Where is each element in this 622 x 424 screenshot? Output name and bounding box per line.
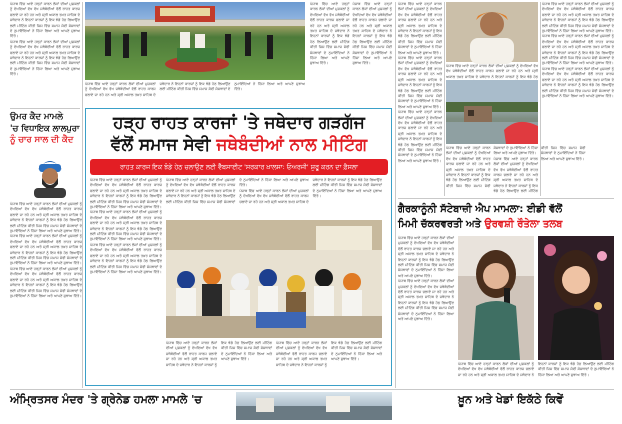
left-headline-line1: ਉਮਰ ਕੈਦ ਮਾਮਲੇ bbox=[10, 111, 63, 121]
body-text: ਪੰਜਾਬ ਵਿੱਚ ਆਏ ਹੜ੍ਹਾਂ ਕਾਰਨ ਲੋਕਾਂ ਦੀਆਂ ਮੁਸ਼ਕਲਾਂ ਨੂੰ ਦੇਖਦਿਆਂ ਵੱਖ ਵੱਖ ਜਥੇਬੰਦੀਆਂ ਵੱਲੋਂ ਰਾਹਤ ਕਾਰਜ ਚਲਾਏ ਜਾ ਰਹੇ ਹਨ ਅਤੇ ਸ੍ਰੀ ਅਕਾਲ ਤਖ਼ਤ ਸਾਹਿਬ ਦੇ ਜਥੇਦਾਰ ਨੇ ਇਹਨਾਂ ਕਾਰਜਾਂ ਨੂੰ ਇਕ ਝੰਡੇ ਹੇਠ ਲਿਆਉਣ ਲਈ ਮੀਟਿੰਗ ਕੀਤੀ ਜਿਸ ਵਿੱਚ ਸਮਾਜ ਸੇਵੀ ਸੰਸਥਾਵਾਂ ਦੇ ਨੁਮਾਇੰਦਿਆਂ ਨੇ ਹਿੱਸਾ ਲਿਆ ਅਤੇ ਆਪਣੇ ਸੁਝਾਅ ਦਿੱਤੇ। bbox=[352, 2, 392, 66]
actress-photo-left bbox=[458, 236, 534, 360]
right-upper-col2b-text bbox=[446, 146, 586, 196]
main-kicker-text: ਰਾਹਤ ਕਾਰਜ ਇਕ ਝੰਡੇ ਹੇਠ ਚਲਾਉਣ ਲਈ ਵੈੱਬਸਾਈਟ 'ਸਰਕਾਰ ਖ਼ਾਲਸਾ: ਓਅਰਜੀ' ਸ਼ੁਰੂ ਕਰਨ ਦਾ ਫ਼ੈਸਲਾ bbox=[119, 163, 358, 171]
parade-illustration bbox=[85, 2, 305, 80]
main-headline-line2 bbox=[90, 134, 388, 156]
actress-right-illustration bbox=[538, 236, 614, 360]
main-headline-line2-red: ਜਥੇਬੰਦੀਆਂ ਨਾਲ ਮੀਟਿੰਗ bbox=[216, 135, 368, 155]
body-text: ਪੰਜਾਬ ਵਿੱਚ ਆਏ ਹੜ੍ਹਾਂ ਕਾਰਨ ਲੋਕਾਂ ਦੀਆਂ ਮੁਸ਼ਕਲਾਂ ਨੂੰ ਦੇਖਦਿਆਂ ਵੱਖ ਵੱਖ ਜਥੇਬੰਦੀਆਂ ਵੱਲੋਂ ਰਾਹਤ ਕਾਰਜ ਚਲਾਏ ਜਾ ਰਹੇ ਹਨ ਅਤੇ ਸ੍ਰੀ ਅਕਾਲ ਤਖ਼ਤ ਸਾਹਿਬ ਦੇ ਜਥੇਦਾਰ ਨੇ ਇਹਨਾਂ ਕਾਰਜਾਂ ਨੂੰ ਇਕ ਝੰਡੇ ਹੇਠ ਲਿਆਉਣ ਲਈ ਮੀਟਿੰਗ ਕੀਤੀ ਜਿਸ ਵਿੱਚ ਸਮਾਜ ਸੇਵੀ ਸੰਸਥਾਵਾਂ ਦੇ ਨੁਮਾਇੰਦਿਆਂ ਨੇ ਹਿੱਸਾ ਲਿਆ ਅਤੇ ਆਪਣੇ ਸੁਝਾਅ ਦਿੱਤੇ। bbox=[10, 2, 80, 39]
top-mid-column-text bbox=[85, 82, 305, 106]
portrait-illustration bbox=[446, 2, 538, 62]
column-rule bbox=[395, 2, 396, 388]
left-divider bbox=[10, 108, 80, 109]
body-text: ਪੰਜਾਬ ਵਿੱਚ ਆਏ ਹੜ੍ਹਾਂ ਕਾਰਨ ਲੋਕਾਂ ਦੀਆਂ ਮੁਸ਼ਕਲਾਂ ਨੂੰ ਦੇਖਦਿਆਂ ਵੱਖ ਵੱਖ ਜਥੇਬੰਦੀਆਂ ਵੱਲੋਂ ਰਾਹਤ ਕਾਰਜ ਚਲਾਏ ਜਾ ਰਹੇ ਹਨ ਅਤੇ ਸ੍ਰੀ ਅਕਾਲ ਤਖ਼ਤ ਸਾਹਿਬ ਦੇ ਜਥੇਦਾਰ ਨੇ ਇਹਨਾਂ ਕਾਰਜਾਂ ਨੂੰ ਇਕ ਝੰਡੇ ਹੇਠ ਲਿਆਉਣ ਲਈ ਮੀਟਿੰਗ ਕੀਤੀ ਜਿਸ ਵਿੱਚ ਸਮਾਜ ਸੇਵੀ ਸੰਸਥਾਵਾਂ ਦੇ ਨੁਮਾਇੰਦਿਆਂ ਨੇ ਹਿੱਸਾ ਲਿਆ ਅਤੇ ਆਪਣੇ ਸੁਝਾਅ ਦਿੱਤੇ। bbox=[398, 279, 454, 322]
right-upper-col3-text bbox=[542, 2, 614, 196]
body-text: ਪੰਜਾਬ ਵਿੱਚ ਆਏ ਹੜ੍ਹਾਂ ਕਾਰਨ ਲੋਕਾਂ ਦੀਆਂ ਮੁਸ਼ਕਲਾਂ ਨੂੰ ਦੇਖਦਿਆਂ ਵੱਖ ਵੱਖ ਜਥੇਬੰਦੀਆਂ ਵੱਲੋਂ ਰਾਹਤ ਕਾਰਜ ਚਲਾਏ ਜਾ ਰਹੇ ਹਨ ਅਤੇ ਸ੍ਰੀ ਅਕਾਲ ਤਖ਼ਤ ਸਾਹਿਬ ਦੇ ਜਥੇਦਾਰ ਨੇ ਇਹਨਾਂ ਕਾਰਜਾਂ ਨੂੰ ਇਕ ਝੰਡੇ ਹੇਠ ਲਿਆਉਣ ਲਈ ਮੀਟਿੰਗ ਕੀਤੀ ਜਿਸ ਵਿੱਚ ਸਮਾਜ ਸੇਵੀ ਸੰਸਥਾਵਾਂ ਦੇ ਨੁਮਾਇੰਦਿਆਂ ਨੇ ਹਿੱਸਾ ਲਿਆ ਅਤੇ ਆਪਣੇ ਸੁਝਾਅ ਦਿੱਤੇ। bbox=[276, 341, 382, 367]
body-text: ਪੰਜਾਬ ਵਿੱਚ ਆਏ ਹੜ੍ਹਾਂ ਕਾਰਨ ਲੋਕਾਂ ਦੀਆਂ ਮੁਸ਼ਕਲਾਂ ਨੂੰ ਦੇਖਦਿਆਂ ਵੱਖ ਵੱਖ ਜਥੇਬੰਦੀਆਂ ਵੱਲੋਂ ਰਾਹਤ ਕਾਰਜ ਚਲਾਏ ਜਾ ਰਹੇ ਹਨ ਅਤੇ ਸ੍ਰੀ ਅਕਾਲ ਤਖ਼ਤ ਸਾਹਿਬ ਦੇ ਜਥੇਦਾਰ ਨੇ ਇਹਨਾਂ ਕਾਰਜਾਂ ਨੂੰ ਇਕ ਝੰਡੇ ਹੇਠ ਲਿਆਉਣ ਲਈ ਮੀਟਿੰਗ ਕੀਤੀ ਜਿਸ ਵਿੱਚ ਸਮਾਜ ਸੇਵੀ ਸੰਸਥਾਵਾਂ ਦੇ ਨੁਮਾਇੰਦਿਆਂ ਨੇ ਹਿੱਸਾ ਲਿਆ ਅਤੇ ਆਪਣੇ ਸੁਝਾਅ ਦਿੱਤੇ। bbox=[493, 146, 586, 194]
right-story-col1-text bbox=[398, 236, 454, 386]
right-headline bbox=[398, 202, 614, 232]
main-left-column-text bbox=[90, 178, 162, 384]
left-headline bbox=[10, 111, 82, 146]
actress-photo-right bbox=[538, 236, 614, 360]
main-headline-line2-black: ਵੱਲੋਂ ਸਮਾਜ ਸੇਵੀ bbox=[110, 135, 217, 155]
body-text: ਪੰਜਾਬ ਵਿੱਚ ਆਏ ਹੜ੍ਹਾਂ ਕਾਰਨ ਲੋਕਾਂ ਦੀਆਂ ਮੁਸ਼ਕਲਾਂ ਨੂੰ ਦੇਖਦਿਆਂ ਵੱਖ ਵੱਖ ਜਥੇਬੰਦੀਆਂ ਵੱਲੋਂ ਰਾਹਤ ਕਾਰਜ ਚਲਾਏ ਜਾ ਰਹੇ ਹਨ ਅਤੇ ਸ੍ਰੀ ਅਕਾਲ ਤਖ਼ਤ ਸਾਹਿਬ ਦੇ ਜਥੇਦਾਰ ਨੇ ਇਹਨਾਂ ਕਾਰਜਾਂ ਨੂੰ ਇਕ ਝੰਡੇ ਹੇਠ ਲਿਆਉਣ ਲਈ ਮੀਟਿੰਗ ਕੀਤੀ ਜਿਸ ਵਿੱਚ ਸਮਾਜ ਸੇਵੀ ਸੰਸਥਾਵਾਂ ਦੇ ਨੁਮਾਇੰਦਿਆਂ ਨੇ ਹਿੱਸਾ ਲਿਆ ਅਤੇ ਆਪਣੇ ਸੁਝਾਅ ਦਿੱਤੇ। bbox=[542, 34, 614, 66]
politician-portrait-photo bbox=[446, 2, 538, 62]
right-headline-line2-red: ਉਰਵਸ਼ੀ ਰੌਤੇਲਾ ਤਲਬ bbox=[484, 219, 563, 230]
body-text: ਪੰਜਾਬ ਵਿੱਚ ਆਏ ਹੜ੍ਹਾਂ ਕਾਰਨ ਲੋਕਾਂ ਦੀਆਂ ਮੁਸ਼ਕਲਾਂ ਨੂੰ ਦੇਖਦਿਆਂ ਵੱਖ ਵੱਖ ਜਥੇਬੰਦੀਆਂ ਵੱਲੋਂ ਰਾਹਤ ਕਾਰਜ ਚਲਾਏ ਜਾ ਰਹੇ ਹਨ ਅਤੇ ਸ੍ਰੀ ਅਕਾਲ ਤਖ਼ਤ ਸਾਹਿਬ ਦੇ ਜਥੇਦਾਰ ਨੇ ਇਹਨਾਂ ਕਾਰਜਾਂ ਨੂੰ ਇਕ ਝੰਡੇ ਹੇਠ ਲਿਆਉਣ ਲਈ ਮੀਟਿੰਗ ਕੀਤੀ ਜਿਸ ਵਿੱਚ ਸਮਾਜ ਸੇਵੀ ਸੰਸਥਾਵਾਂ ਦੇ ਨੁਮਾਇੰਦਿਆਂ ਨੇ ਹਿੱਸਾ ਲਿਆ ਅਤੇ ਆਪਣੇ ਸੁਝਾਅ ਦਿੱਤੇ। bbox=[90, 242, 162, 274]
column-rule bbox=[444, 2, 445, 196]
left-headline-line3: ਨੂੰ ਚਾਰ ਸਾਲ ਦੀ ਕੈਦ bbox=[10, 134, 74, 144]
body-text: ਪੰਜਾਬ ਵਿੱਚ ਆਏ ਹੜ੍ਹਾਂ ਕਾਰਨ ਲੋਕਾਂ ਦੀਆਂ ਮੁਸ਼ਕਲਾਂ ਨੂੰ ਦੇਖਦਿਆਂ ਵੱਖ ਵੱਖ ਜਥੇਬੰਦੀਆਂ ਵੱਲੋਂ ਰਾਹਤ ਕਾਰਜ ਚਲਾਏ ਜਾ ਰਹੇ ਹਨ ਅਤੇ ਸ੍ਰੀ ਅਕਾਲ ਤਖ਼ਤ ਸਾਹਿਬ ਦੇ ਜਥੇਦਾਰ ਨੇ ਇਹਨਾਂ ਕਾਰਜਾਂ ਨੂੰ ਇਕ ਝੰਡੇ ਹੇਠ ਲਿਆਉਣ ਲਈ ਮੀਟਿੰਗ ਕੀਤੀ ਜਿਸ ਵਿੱਚ ਸਮਾਜ ਸੇਵੀ ਸੰਸਥਾਵਾਂ ਦੇ ਨੁਮਾਇੰਦਿਆਂ ਨੇ ਹਿੱਸਾ ਲਿਆ ਅਤੇ ਆਪਣੇ ਸੁਝਾਅ ਦਿੱਤੇ। bbox=[398, 2, 442, 55]
flood-photo bbox=[446, 80, 538, 144]
left-portrait-illustration bbox=[28, 150, 72, 198]
meeting-photo bbox=[166, 220, 382, 338]
top-center-column-text bbox=[310, 2, 392, 106]
body-text: ਪੰਜਾਬ ਵਿੱਚ ਆਏ ਹੜ੍ਹਾਂ ਕਾਰਨ ਲੋਕਾਂ ਦੀਆਂ ਮੁਸ਼ਕਲਾਂ ਨੂੰ ਦੇਖਦਿਆਂ ਵੱਖ ਵੱਖ ਜਥੇਬੰਦੀਆਂ ਵੱਲੋਂ ਰਾਹਤ ਕਾਰਜ ਚਲਾਏ ਜਾ ਰਹੇ ਹਨ ਅਤੇ ਸ੍ਰੀ ਅਕਾਲ ਤਖ਼ਤ ਸਾਹਿਬ ਦੇ ਜਥੇਦਾਰ ਨੇ ਇਹਨਾਂ ਕਾਰਜਾਂ ਨੂੰ ਇਕ ਝੰਡੇ ਹੇਠ ਲਿਆਉਣ ਲਈ ਮੀਟਿੰਗ ਕੀਤੀ ਜਿਸ ਵਿੱਚ ਸਮਾਜ ਸੇਵੀ ਸੰਸਥਾਵਾਂ ਦੇ ਨੁਮਾਇੰਦਿਆਂ ਨੇ ਹਿੱਸਾ ਲਿਆ ਅਤੇ ਆਪਣੇ ਸੁਝਾਅ ਦਿੱਤੇ। bbox=[85, 82, 305, 97]
bottom-left-headline: ਅੰਮ੍ਰਿਤਸਰ ਮੰਦਰ 'ਤੇ ਗ੍ਰੇਨੇਡ ਹਮਲਾ ਮਾਮਲੇ 'ਚ bbox=[10, 393, 202, 406]
body-text: ਪੰਜਾਬ ਵਿੱਚ ਆਏ ਹੜ੍ਹਾਂ ਕਾਰਨ ਲੋਕਾਂ ਦੀਆਂ ਮੁਸ਼ਕਲਾਂ ਨੂੰ ਦੇਖਦਿਆਂ ਵੱਖ ਵੱਖ ਜਥੇਬੰਦੀਆਂ ਵੱਲੋਂ ਰਾਹਤ ਕਾਰਜ ਚਲਾਏ ਜਾ ਰਹੇ ਹਨ ਅਤੇ ਸ੍ਰੀ ਅਕਾਲ ਤਖ਼ਤ ਸਾਹਿਬ ਦੇ ਜਥੇਦਾਰ ਨੇ ਇਹਨਾਂ ਕਾਰਜਾਂ ਨੂੰ ਇਕ ਝੰਡੇ ਹੇਠ ਲਿਆਉਣ ਲਈ ਮੀਟਿੰਗ ਕੀਤੀ ਜਿਸ ਵਿੱਚ ਸਮਾਜ ਸੇਵੀ ਸੰਸਥਾਵਾਂ ਦੇ ਨੁਮਾਇੰਦਿਆਂ ਨੇ ਹਿੱਸਾ ਲਿਆ ਅਤੇ ਆਪਣੇ ਸੁਝਾਅ ਦਿੱਤੇ। bbox=[10, 39, 80, 77]
bottom-divider bbox=[10, 389, 614, 390]
bottom-photo-illustration bbox=[236, 392, 392, 420]
body-text: ਪੰਜਾਬ ਵਿੱਚ ਆਏ ਹੜ੍ਹਾਂ ਕਾਰਨ ਲੋਕਾਂ ਦੀਆਂ ਮੁਸ਼ਕਲਾਂ ਨੂੰ ਦੇਖਦਿਆਂ ਵੱਖ ਵੱਖ ਜਥੇਬੰਦੀਆਂ ਵੱਲੋਂ ਰਾਹਤ ਕਾਰਜ ਚਲਾਏ ਜਾ ਰਹੇ ਹਨ ਅਤੇ ਸ੍ਰੀ ਅਕਾਲ ਤਖ਼ਤ ਸਾਹਿਬ ਦੇ ਜਥੇਦਾਰ ਨੇ ਇਹਨਾਂ ਕਾਰਜਾਂ ਨੂੰ ਇਕ ਝੰਡੇ ਹੇਠ ਲਿਆਉਣ ਲਈ ਮੀਟਿੰਗ ਕੀਤੀ ਜਿਸ ਵਿੱਚ ਸਮਾਜ ਸੇਵੀ ਸੰਸਥਾਵਾਂ ਦੇ ਨੁਮਾਇੰਦਿਆਂ ਨੇ ਹਿੱਸਾ ਲਿਆ ਅਤੇ ਆਪਣੇ ਸੁਝਾਅ ਦਿੱਤੇ। bbox=[166, 341, 272, 367]
body-text: ਪੰਜਾਬ ਵਿੱਚ ਆਏ ਹੜ੍ਹਾਂ ਕਾਰਨ ਲੋਕਾਂ ਦੀਆਂ ਮੁਸ਼ਕਲਾਂ ਨੂੰ ਦੇਖਦਿਆਂ ਵੱਖ ਵੱਖ ਜਥੇਬੰਦੀਆਂ ਵੱਲੋਂ ਰਾਹਤ ਕਾਰਜ ਚਲਾਏ ਜਾ ਰਹੇ ਹਨ ਅਤੇ ਸ੍ਰੀ ਅਕਾਲ ਤਖ਼ਤ ਸਾਹਿਬ ਦੇ ਜਥੇਦਾਰ ਨੇ ਇਹਨਾਂ ਕਾਰਜਾਂ ਨੂੰ ਇਕ ਝੰਡੇ ਹੇਠ ਲਿਆਉਣ ਲਈ ਮੀਟਿੰਗ ਕੀਤੀ ਜਿਸ ਵਿੱਚ ਸਮਾਜ ਸੇਵੀ ਸੰਸਥਾਵਾਂ ਦੇ ਨੁਮਾਇੰਦਿਆਂ ਨੇ ਹਿੱਸਾ ਲਿਆ ਅਤੇ ਆਪਣੇ ਸੁਝਾਅ ਦਿੱਤੇ। bbox=[542, 2, 614, 34]
body-text: ਪੰਜਾਬ ਵਿੱਚ ਆਏ ਹੜ੍ਹਾਂ ਕਾਰਨ ਲੋਕਾਂ ਦੀਆਂ ਮੁਸ਼ਕਲਾਂ ਨੂੰ ਦੇਖਦਿਆਂ ਵੱਖ ਵੱਖ ਜਥੇਬੰਦੀਆਂ ਵੱਲੋਂ ਰਾਹਤ ਕਾਰਜ ਚਲਾਏ ਜਾ ਰਹੇ ਹਨ ਅਤੇ ਸ੍ਰੀ ਅਕਾਲ ਤਖ਼ਤ ਸਾਹਿਬ ਦੇ ਜਥੇਦਾਰ ਨੇ ਇਹਨਾਂ ਕਾਰਜਾਂ ਨੂੰ ਇਕ ਝੰਡੇ ਹੇਠ ਲਿਆਉਣ ਲਈ ਮੀਟਿੰਗ ਕੀਤੀ ਜਿਸ ਵਿੱਚ ਸਮਾਜ ਸੇਵੀ ਸੰਸਥਾਵਾਂ ਦੇ ਨੁਮਾਇੰਦਿਆਂ ਨੇ ਹਿੱਸਾ ਲਿਆ ਅਤੇ ਆਪਣੇ ਸੁਝਾਅ ਦਿੱਤੇ। bbox=[10, 202, 82, 234]
flood-illustration bbox=[446, 80, 538, 144]
column-rule bbox=[82, 2, 83, 388]
right-story-caption-text bbox=[458, 362, 614, 386]
right-story-divider bbox=[398, 198, 614, 199]
right-upper-col2-text bbox=[446, 64, 538, 80]
body-text: ਪੰਜਾਬ ਵਿੱਚ ਆਏ ਹੜ੍ਹਾਂ ਕਾਰਨ ਲੋਕਾਂ ਦੀਆਂ ਮੁਸ਼ਕਲਾਂ ਨੂੰ ਦੇਖਦਿਆਂ ਵੱਖ ਵੱਖ ਜਥੇਬੰਦੀਆਂ ਵੱਲੋਂ ਰਾਹਤ ਕਾਰਜ ਚਲਾਏ ਜਾ ਰਹੇ ਹਨ ਅਤੇ ਸ੍ਰੀ ਅਕਾਲ ਤਖ਼ਤ ਸਾਹਿਬ ਦੇ ਜਥੇਦਾਰ ਨੇ ਇਹਨਾਂ ਕਾਰਜਾਂ ਨੂੰ ਇਕ ਝੰਡੇ ਹੇਠ ਲਿਆਉਣ ਲਈ ਮੀਟਿੰਗ ਕੀਤੀ ਜਿਸ ਵਿੱਚ ਸਮਾਜ ਸੇਵੀ ਸੰਸਥਾਵਾਂ ਦੇ ਨੁਮਾਇੰਦਿਆਂ ਨੇ ਹਿੱਸਾ ਲਿਆ ਅਤੇ ਆਪਣੇ ਸੁਝਾਅ ਦਿੱਤੇ। bbox=[446, 146, 538, 188]
body-text: ਪੰਜਾਬ ਵਿੱਚ ਆਏ ਹੜ੍ਹਾਂ ਕਾਰਨ ਲੋਕਾਂ ਦੀਆਂ ਮੁਸ਼ਕਲਾਂ ਨੂੰ ਦੇਖਦਿਆਂ ਵੱਖ ਵੱਖ ਜਥੇਬੰਦੀਆਂ ਵੱਲੋਂ ਰਾਹਤ ਕਾਰਜ ਚਲਾਏ ਜਾ ਰਹੇ ਹਨ ਅਤੇ ਸ੍ਰੀ ਅਕਾਲ ਤਖ਼ਤ ਸਾਹਿਬ ਦੇ ਜਥੇਦਾਰ ਨੇ ਇਹਨਾਂ ਕਾਰਜਾਂ ਨੂੰ ਇਕ ਝੰਡੇ ਹੇਠ ਲਿਆਉਣ ਲਈ ਮੀਟਿੰਗ ਕੀਤੀ ਜਿਸ ਵਿੱਚ ਸਮਾਜ ਸੇਵੀ ਸੰਸਥਾਵਾਂ ਦੇ ਨੁਮਾਇੰਦਿਆਂ ਨੇ ਹਿੱਸਾ ਲਿਆ ਅਤੇ ਆਪਣੇ ਸੁਝਾਅ ਦਿੱਤੇ। bbox=[90, 178, 162, 210]
right-upper-col1-text bbox=[398, 2, 442, 196]
right-headline-line1: ਗੈਰਕਾਨੂੰਨੀ ਸੱਟੇਬਾਜ਼ੀ ਐਪ ਮਾਮਲਾ: ਈਡੀ ਵੱਲੋਂ bbox=[398, 204, 563, 215]
main-mid-column-text bbox=[166, 178, 382, 218]
bottom-right-headline: ਖ਼ੂਨ ਅਤੇ ਖੇਡਾਂ ਇਕੱਠੇ ਕਿਵੇਂ bbox=[458, 393, 564, 406]
main-headline-line1: ਹੜ੍ਹ ਰਾਹਤ ਕਾਰਜਾਂ 'ਤੇ ਜਥੇਦਾਰ ਗੜਗੱਜ bbox=[113, 113, 365, 133]
main-kicker-banner bbox=[90, 159, 388, 175]
column-rule bbox=[540, 2, 541, 196]
left-column-text bbox=[10, 202, 82, 388]
body-text: ਪੰਜਾਬ ਵਿੱਚ ਆਏ ਹੜ੍ਹਾਂ ਕਾਰਨ ਲੋਕਾਂ ਦੀਆਂ ਮੁਸ਼ਕਲਾਂ ਨੂੰ ਦੇਖਦਿਆਂ ਵੱਖ ਵੱਖ ਜਥੇਬੰਦੀਆਂ ਵੱਲੋਂ ਰਾਹਤ ਕਾਰਜ ਚਲਾਏ ਜਾ ਰਹੇ ਹਨ ਅਤੇ ਸ੍ਰੀ ਅਕਾਲ ਤਖ਼ਤ ਸਾਹਿਬ ਦੇ ਜਥੇਦਾਰ ਨੇ ਇਹਨਾਂ ਕਾਰਜਾਂ ਨੂੰ ਇਕ ਝੰਡੇ ਹੇਠ ਲਿਆਉਣ ਲਈ ਮੀਟਿੰਗ ਕੀਤੀ ਜਿਸ ਵਿੱਚ ਸਮਾਜ ਸੇਵੀ ਸੰਸਥਾਵਾਂ ਦੇ ਨੁਮਾਇੰਦਿਆਂ ਨੇ ਹਿੱਸਾ ਲਿਆ ਅਤੇ ਆਪਣੇ ਸੁਝਾਅ ਦਿੱਤੇ। bbox=[239, 178, 382, 204]
body-text: ਪੰਜਾਬ ਵਿੱਚ ਆਏ ਹੜ੍ਹਾਂ ਕਾਰਨ ਲੋਕਾਂ ਦੀਆਂ ਮੁਸ਼ਕਲਾਂ ਨੂੰ ਦੇਖਦਿਆਂ ਵੱਖ ਵੱਖ ਜਥੇਬੰਦੀਆਂ ਵੱਲੋਂ ਰਾਹਤ ਕਾਰਜ ਚਲਾਏ ਜਾ ਰਹੇ ਹਨ ਅਤੇ ਸ੍ਰੀ ਅਕਾਲ ਤਖ਼ਤ ਸਾਹਿਬ ਦੇ ਜਥੇਦਾਰ ਨੇ ਇਹਨਾਂ ਕਾਰਜਾਂ ਨੂੰ ਇਕ ਝੰਡੇ ਹੇਠ ਲਿਆਉਣ ਲਈ ਮੀਟਿੰਗ ਕੀਤੀ ਜਿਸ ਵਿੱਚ ਸਮਾਜ ਸੇਵੀ ਸੰਸਥਾਵਾਂ ਦੇ ਨੁਮਾਇੰਦਿਆਂ ਨੇ ਹਿੱਸਾ ਲਿਆ ਅਤੇ ਆਪਣੇ ਸੁਝਾਅ ਦਿੱਤੇ। bbox=[166, 178, 309, 204]
main-bottom-column-text bbox=[166, 341, 382, 384]
actress-left-illustration bbox=[458, 236, 534, 360]
left-headline-line2: 'ਚ ਵਿਧਾਇਕ ਲਾਲਪੁਰਾ bbox=[10, 122, 80, 133]
top-left-column-text bbox=[10, 2, 80, 106]
body-text: ਪੰਜਾਬ ਵਿੱਚ ਆਏ ਹੜ੍ਹਾਂ ਕਾਰਨ ਲੋਕਾਂ ਦੀਆਂ ਮੁਸ਼ਕਲਾਂ ਨੂੰ ਦੇਖਦਿਆਂ ਵੱਖ ਵੱਖ ਜਥੇਬੰਦੀਆਂ ਵੱਲੋਂ ਰਾਹਤ ਕਾਰਜ ਚਲਾਏ ਜਾ ਰਹੇ ਹਨ ਅਤੇ ਸ੍ਰੀ ਅਕਾਲ ਤਖ਼ਤ ਸਾਹਿਬ ਦੇ ਜਥੇਦਾਰ ਨੇ ਇਹਨਾਂ ਕਾਰਜਾਂ ਨੂੰ ਇਕ ਝੰਡੇ ਹੇਠ ਲਿਆਉਣ ਲਈ ਮੀਟਿੰਗ ਕੀਤੀ ਜਿਸ ਵਿੱਚ ਸਮਾਜ ਸੇਵੀ ਸੰਸਥਾਵਾਂ ਦੇ ਨੁਮਾਇੰਦਿਆਂ ਨੇ ਹਿੱਸਾ ਲਿਆ ਅਤੇ ਆਪਣੇ ਸੁਝਾਅ ਦਿੱਤੇ। bbox=[458, 362, 614, 377]
main-headline bbox=[90, 112, 388, 156]
body-text: ਪੰਜਾਬ ਵਿੱਚ ਆਏ ਹੜ੍ਹਾਂ ਕਾਰਨ ਲੋਕਾਂ ਦੀਆਂ ਮੁਸ਼ਕਲਾਂ ਨੂੰ ਦੇਖਦਿਆਂ ਵੱਖ ਵੱਖ ਜਥੇਬੰਦੀਆਂ ਵੱਲੋਂ ਰਾਹਤ ਕਾਰਜ ਚਲਾਏ ਜਾ ਰਹੇ ਹਨ ਅਤੇ ਸ੍ਰੀ ਅਕਾਲ ਤਖ਼ਤ ਸਾਹਿਬ ਦੇ ਜਥੇਦਾਰ ਨੇ ਇਹਨਾਂ ਕਾਰਜਾਂ ਨੂੰ ਇਕ ਝੰਡੇ ਹੇਠ ਲਿਆਉਣ ਲਈ ਮੀਟਿੰਗ ਕੀਤੀ ਜਿਸ ਵਿੱਚ ਸਮਾਜ ਸੇਵੀ ਸੰਸਥਾਵਾਂ ਦੇ ਨੁਮਾਇੰਦਿਆਂ ਨੇ ਹਿੱਸਾ ਲਿਆ ਅਤੇ ਆਪਣੇ ਸੁਝਾਅ ਦਿੱਤੇ। bbox=[10, 234, 82, 266]
meeting-illustration bbox=[166, 220, 382, 338]
left-portrait-photo bbox=[28, 150, 72, 198]
body-text: ਪੰਜਾਬ ਵਿੱਚ ਆਏ ਹੜ੍ਹਾਂ ਕਾਰਨ ਲੋਕਾਂ ਦੀਆਂ ਮੁਸ਼ਕਲਾਂ ਨੂੰ ਦੇਖਦਿਆਂ ਵੱਖ ਵੱਖ ਜਥੇਬੰਦੀਆਂ ਵੱਲੋਂ ਰਾਹਤ ਕਾਰਜ ਚਲਾਏ ਜਾ ਰਹੇ ਹਨ ਅਤੇ ਸ੍ਰੀ ਅਕਾਲ ਤਖ਼ਤ ਸਾਹਿਬ ਦੇ ਜਥੇਦਾਰ ਨੇ ਇਹਨਾਂ ਕਾਰਜਾਂ ਨੂੰ ਇਕ ਝੰਡੇ ਹੇਠ bbox=[446, 64, 538, 79]
body-text: ਪੰਜਾਬ ਵਿੱਚ ਆਏ ਹੜ੍ਹਾਂ ਕਾਰਨ ਲੋਕਾਂ ਦੀਆਂ ਮੁਸ਼ਕਲਾਂ ਨੂੰ ਦੇਖਦਿਆਂ ਵੱਖ ਵੱਖ ਜਥੇਬੰਦੀਆਂ ਵੱਲੋਂ ਰਾਹਤ ਕਾਰਜ ਚਲਾਏ ਜਾ ਰਹੇ ਹਨ ਅਤੇ ਸ੍ਰੀ ਅਕਾਲ ਤਖ਼ਤ ਸਾਹਿਬ ਦੇ ਜਥੇਦਾਰ ਨੇ ਇਹਨਾਂ ਕਾਰਜਾਂ ਨੂੰ ਇਕ ਝੰਡੇ ਹੇਠ ਲਿਆਉਣ ਲਈ ਮੀਟਿੰਗ ਕੀਤੀ ਜਿਸ ਵਿੱਚ ਸਮਾਜ ਸੇਵੀ ਸੰਸਥਾਵਾਂ ਦੇ ਨੁਮਾਇੰਦਿਆਂ ਨੇ ਹਿੱਸਾ ਲਿਆ ਅਤੇ ਆਪਣੇ ਸੁਝਾਅ ਦਿੱਤੇ। bbox=[398, 236, 454, 278]
body-text: ਪੰਜਾਬ ਵਿੱਚ ਆਏ ਹੜ੍ਹਾਂ ਕਾਰਨ ਲੋਕਾਂ ਦੀਆਂ ਮੁਸ਼ਕਲਾਂ ਨੂੰ ਦੇਖਦਿਆਂ ਵੱਖ ਵੱਖ ਜਥੇਬੰਦੀਆਂ ਵੱਲੋਂ ਰਾਹਤ ਕਾਰਜ ਚਲਾਏ ਜਾ ਰਹੇ ਹਨ ਅਤੇ ਸ੍ਰੀ ਅਕਾਲ ਤਖ਼ਤ ਸਾਹਿਬ ਦੇ ਜਥੇਦਾਰ ਨੇ ਇਹਨਾਂ ਕਾਰਜਾਂ ਨੂੰ ਇਕ ਝੰਡੇ ਹੇਠ ਲਿਆਉਣ ਲਈ ਮੀਟਿੰਗ ਕੀਤੀ ਜਿਸ ਵਿੱਚ ਸਮਾਜ ਸੇਵੀ ਸੰਸਥਾਵਾਂ ਦੇ ਨੁਮਾਇੰਦਿਆਂ ਨੇ ਹਿੱਸਾ ਲਿਆ ਅਤੇ ਆਪਣੇ ਸੁਝਾਅ ਦਿੱਤੇ। bbox=[90, 210, 162, 242]
body-text: ਪੰਜਾਬ ਵਿੱਚ ਆਏ ਹੜ੍ਹਾਂ ਕਾਰਨ ਲੋਕਾਂ ਦੀਆਂ ਮੁਸ਼ਕਲਾਂ ਨੂੰ ਦੇਖਦਿਆਂ ਵੱਖ ਵੱਖ ਜਥੇਬੰਦੀਆਂ ਵੱਲੋਂ ਰਾਹਤ ਕਾਰਜ ਚਲਾਏ ਜਾ ਰਹੇ ਹਨ ਅਤੇ ਸ੍ਰੀ ਅਕਾਲ ਤਖ਼ਤ ਸਾਹਿਬ ਦੇ ਜਥੇਦਾਰ ਨੇ ਇਹਨਾਂ ਕਾਰਜਾਂ ਨੂੰ ਇਕ ਝੰਡੇ ਹੇਠ ਲਿਆਉਣ ਲਈ ਮੀਟਿੰਗ ਕੀਤੀ ਜਿਸ ਵਿੱਚ ਸਮਾਜ ਸੇਵੀ ਸੰਸਥਾਵਾਂ ਦੇ ਨੁਮਾਇੰਦਿਆਂ ਨੇ ਹਿੱਸਾ ਲਿਆ ਅਤੇ ਆਪਣੇ ਸੁਝਾਅ ਦਿੱਤੇ। bbox=[542, 66, 614, 98]
body-text: ਪੰਜਾਬ ਵਿੱਚ ਆਏ ਹੜ੍ਹਾਂ ਕਾਰਨ ਲੋਕਾਂ ਦੀਆਂ ਮੁਸ਼ਕਲਾਂ ਨੂੰ ਦੇਖਦਿਆਂ ਵੱਖ ਵੱਖ ਜਥੇਬੰਦੀਆਂ ਵੱਲੋਂ ਰਾਹਤ ਕਾਰਜ ਚਲਾਏ ਜਾ ਰਹੇ ਹਨ ਅਤੇ ਸ੍ਰੀ ਅਕਾਲ ਤਖ਼ਤ ਸਾਹਿਬ ਦੇ ਜਥੇਦਾਰ ਨੇ ਇਹਨਾਂ ਕਾਰਜਾਂ ਨੂੰ ਇਕ ਝੰਡੇ ਹੇਠ ਲਿਆਉਣ ਲਈ ਮੀਟਿੰਗ ਕੀਤੀ ਜਿਸ ਵਿੱਚ ਸਮਾਜ ਸੇਵੀ ਸੰਸਥਾਵਾਂ ਦੇ ਨੁਮਾਇੰਦਿਆਂ ਨੇ ਹਿੱਸਾ ਲਿਆ ਅਤੇ ਆਪਣੇ ਸੁਝਾਅ ਦਿੱਤੇ। bbox=[398, 110, 442, 163]
parade-photo bbox=[85, 2, 305, 80]
bottom-center-photo bbox=[236, 392, 392, 420]
right-headline-line2 bbox=[398, 217, 614, 232]
right-headline-line2-black: ਮਿਮੀ ਚੱਕਰਵਰਤੀ ਅਤੇ bbox=[398, 219, 485, 230]
body-text: ਪੰਜਾਬ ਵਿੱਚ ਆਏ ਹੜ੍ਹਾਂ ਕਾਰਨ ਲੋਕਾਂ ਦੀਆਂ ਮੁਸ਼ਕਲਾਂ ਨੂੰ ਦੇਖਦਿਆਂ ਵੱਖ ਵੱਖ ਜਥੇਬੰਦੀਆਂ ਵੱਲੋਂ ਰਾਹਤ ਕਾਰਜ ਚਲਾਏ ਜਾ ਰਹੇ ਹਨ ਅਤੇ ਸ੍ਰੀ ਅਕਾਲ ਤਖ਼ਤ ਸਾਹਿਬ ਦੇ ਜਥੇਦਾਰ ਨੇ ਇਹਨਾਂ ਕਾਰਜਾਂ ਨੂੰ ਇਕ ਝੰਡੇ ਹੇਠ ਲਿਆਉਣ ਲਈ ਮੀਟਿੰਗ ਕੀਤੀ ਜਿਸ ਵਿੱਚ ਸਮਾਜ ਸੇਵੀ ਸੰਸਥਾਵਾਂ ਦੇ ਨੁਮਾਇੰਦਿਆਂ ਨੇ ਹਿੱਸਾ ਲਿਆ ਅਤੇ ਆਪਣੇ ਸੁਝਾਅ ਦਿੱਤੇ। bbox=[10, 266, 82, 298]
body-text: ਪੰਜਾਬ ਵਿੱਚ ਆਏ ਹੜ੍ਹਾਂ ਕਾਰਨ ਲੋਕਾਂ ਦੀਆਂ ਮੁਸ਼ਕਲਾਂ ਨੂੰ ਦੇਖਦਿਆਂ ਵੱਖ ਵੱਖ ਜਥੇਬੰਦੀਆਂ ਵੱਲੋਂ ਰਾਹਤ ਕਾਰਜ ਚਲਾਏ ਜਾ ਰਹੇ ਹਨ ਅਤੇ ਸ੍ਰੀ ਅਕਾਲ ਤਖ਼ਤ ਸਾਹਿਬ ਦੇ ਜਥੇਦਾਰ ਨੇ ਇਹਨਾਂ ਕਾਰਜਾਂ ਨੂੰ ਇਕ ਝੰਡੇ ਹੇਠ ਲਿਆਉਣ ਲਈ ਮੀਟਿੰਗ ਕੀਤੀ ਜਿਸ ਵਿੱਚ ਸਮਾਜ ਸੇਵੀ ਸੰਸਥਾਵਾਂ ਦੇ ਨੁਮਾਇੰਦਿਆਂ ਨੇ ਹਿੱਸਾ ਲਿਆ ਅਤੇ ਆਪਣੇ ਸੁਝਾਅ ਦਿੱਤੇ। bbox=[398, 56, 442, 109]
body-text: ਪੰਜਾਬ ਵਿੱਚ ਆਏ ਹੜ੍ਹਾਂ ਕਾਰਨ ਲੋਕਾਂ ਦੀਆਂ ਮੁਸ਼ਕਲਾਂ ਨੂੰ ਦੇਖਦਿਆਂ ਵੱਖ ਵੱਖ ਜਥੇਬੰਦੀਆਂ ਵੱਲੋਂ ਰਾਹਤ ਕਾਰਜ ਚਲਾਏ ਜਾ ਰਹੇ ਹਨ ਅਤੇ ਸ੍ਰੀ ਅਕਾਲ ਤਖ਼ਤ ਸਾਹਿਬ ਦੇ ਜਥੇਦਾਰ ਨੇ ਇਹਨਾਂ ਕਾਰਜਾਂ ਨੂੰ ਇਕ ਝੰਡੇ ਹੇਠ ਲਿਆਉਣ ਲਈ ਮੀਟਿੰਗ ਕੀਤੀ ਜਿਸ ਵਿੱਚ ਸਮਾਜ ਸੇਵੀ ਸੰਸਥਾਵਾਂ ਦੇ ਨੁਮਾਇੰਦਿਆਂ ਨੇ ਹਿੱਸਾ ਲਿਆ ਅਤੇ ਆਪਣੇ ਸੁਝਾਅ ਦਿੱਤੇ। bbox=[310, 2, 350, 66]
